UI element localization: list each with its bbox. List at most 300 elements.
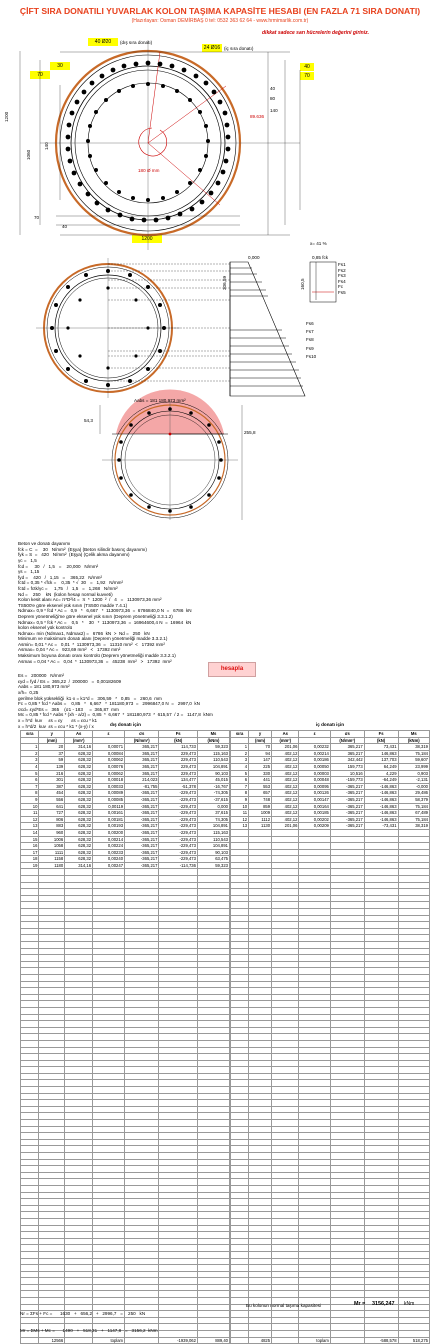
table-cell bbox=[197, 1100, 229, 1107]
table-cell bbox=[39, 1284, 65, 1291]
table-cell bbox=[364, 1047, 398, 1054]
table-cell bbox=[231, 1311, 249, 1318]
table-cell: 365,217 bbox=[125, 763, 159, 770]
table-cell bbox=[272, 869, 299, 876]
table-cell bbox=[272, 1146, 299, 1153]
table-row bbox=[21, 843, 230, 850]
table-cell: -74,305 bbox=[197, 790, 229, 797]
table-cell: -365,217 bbox=[330, 796, 364, 803]
table-cell bbox=[272, 1054, 299, 1061]
table-cell bbox=[65, 994, 93, 1001]
table-row bbox=[231, 1153, 430, 1160]
table-cell: (mm) bbox=[39, 737, 65, 744]
table-cell bbox=[231, 1225, 249, 1232]
table-cell bbox=[249, 1113, 272, 1120]
table-cell bbox=[125, 1153, 159, 1160]
table-cell bbox=[159, 1192, 198, 1199]
table-cell bbox=[398, 889, 429, 896]
table-cell bbox=[231, 1047, 249, 1054]
table-cell bbox=[398, 1172, 429, 1179]
table-cell bbox=[330, 1106, 364, 1113]
table-row bbox=[21, 1120, 230, 1127]
table-cell bbox=[65, 909, 93, 916]
table-cell bbox=[125, 1205, 159, 1212]
table-cell bbox=[231, 928, 249, 935]
table-cell: 553 bbox=[249, 783, 272, 790]
outer-bar-input[interactable]: 40 Ø20 bbox=[88, 38, 118, 46]
table-cell bbox=[398, 1205, 429, 1212]
table-cell bbox=[330, 902, 364, 909]
table-cell bbox=[299, 836, 330, 843]
table-cell bbox=[21, 1146, 39, 1153]
table-cell bbox=[272, 829, 299, 836]
table-cell bbox=[249, 1331, 272, 1338]
table-cell: 314,16 bbox=[65, 744, 93, 751]
table-cell bbox=[330, 1014, 364, 1021]
table-cell bbox=[398, 1238, 429, 1245]
table-cell bbox=[93, 942, 125, 949]
table-cell bbox=[231, 1113, 249, 1120]
table-cell bbox=[197, 1232, 229, 1239]
table-cell bbox=[39, 1113, 65, 1120]
table-cell bbox=[21, 994, 39, 1001]
table-cell bbox=[272, 1172, 299, 1179]
table-cell bbox=[197, 1265, 229, 1272]
table-cell bbox=[231, 1001, 249, 1008]
table-cell: 628,32 bbox=[65, 856, 93, 863]
table-row bbox=[21, 750, 230, 757]
table-cell bbox=[299, 876, 330, 883]
table-cell bbox=[125, 1146, 159, 1153]
table-cell bbox=[39, 955, 65, 962]
table-cell bbox=[159, 1317, 198, 1324]
table-cell bbox=[398, 928, 429, 935]
table-cell bbox=[249, 994, 272, 1001]
table-cell bbox=[39, 1271, 65, 1278]
table-cell bbox=[398, 849, 429, 856]
table-cell bbox=[231, 1106, 249, 1113]
table-cell bbox=[159, 1324, 198, 1331]
table-cell bbox=[272, 968, 299, 975]
table-cell: 0,00048 bbox=[299, 777, 330, 784]
table-cell bbox=[159, 988, 198, 995]
table-cell bbox=[364, 1331, 398, 1338]
table-cell bbox=[398, 915, 429, 922]
table-cell bbox=[159, 1133, 198, 1140]
table-cell bbox=[159, 1054, 198, 1061]
table-cell bbox=[197, 1067, 229, 1074]
table-cell: 628,32 bbox=[65, 783, 93, 790]
inner-bar-input[interactable]: 24 Ø16 bbox=[203, 45, 221, 51]
table-row bbox=[231, 1001, 430, 1008]
table-cell bbox=[364, 988, 398, 995]
table-cell: 402,12 bbox=[272, 763, 299, 770]
table-cell: 37 bbox=[39, 750, 65, 757]
table-cell bbox=[364, 902, 398, 909]
cover-input-3[interactable]: 40 bbox=[300, 63, 314, 71]
table-cell: -146,863 bbox=[364, 796, 398, 803]
table-cell: Fs bbox=[364, 731, 398, 738]
table-cell bbox=[39, 988, 65, 995]
table-cell bbox=[125, 1126, 159, 1133]
table-cell bbox=[159, 1100, 198, 1107]
table-cell: 0,00161 bbox=[93, 810, 125, 817]
table-cell bbox=[159, 1298, 198, 1305]
table-cell bbox=[159, 1238, 198, 1245]
table-header-row bbox=[21, 731, 230, 738]
table-cell: 314,16 bbox=[65, 862, 93, 869]
table-cell bbox=[330, 836, 364, 843]
table-cell bbox=[65, 1034, 93, 1041]
table-cell: 628,32 bbox=[65, 763, 93, 770]
table-cell bbox=[125, 1185, 159, 1192]
table-cell bbox=[65, 1251, 93, 1258]
table-cell: -146,863 bbox=[364, 816, 398, 823]
table-cell bbox=[231, 1021, 249, 1028]
table-cell: 4825 bbox=[249, 1337, 272, 1344]
table-cell bbox=[364, 1159, 398, 1166]
table-row bbox=[21, 763, 230, 770]
table-cell bbox=[330, 909, 364, 916]
table-cell: 23,999 bbox=[398, 763, 429, 770]
table-cell bbox=[272, 1087, 299, 1094]
table-cell bbox=[21, 922, 39, 929]
table-cell: 5 bbox=[231, 770, 249, 777]
table-cell bbox=[272, 1311, 299, 1318]
page-subtitle: (Hazırlayan: Osman DEMİRBAŞ 0 tel: 0532 363 62 64 - www.hrmimarlik.com.tr) bbox=[131, 18, 309, 24]
table-cell bbox=[272, 849, 299, 856]
table-cell bbox=[65, 1218, 93, 1225]
dim-left-1: 1200 bbox=[4, 111, 9, 122]
table-cell bbox=[364, 1238, 398, 1245]
table-cell bbox=[21, 889, 39, 896]
table-cell bbox=[330, 1001, 364, 1008]
table-cell bbox=[231, 1284, 249, 1291]
table-cell: 628,32 bbox=[65, 796, 93, 803]
table-cell bbox=[330, 1258, 364, 1265]
table-cell bbox=[231, 915, 249, 922]
table-cell bbox=[65, 1054, 93, 1061]
table-cell bbox=[398, 895, 429, 902]
table-cell bbox=[299, 1212, 330, 1219]
table-cell: 657 bbox=[249, 790, 272, 797]
table-cell bbox=[197, 1271, 229, 1278]
table-cell bbox=[125, 1238, 159, 1245]
table-cell bbox=[299, 1258, 330, 1265]
table-cell bbox=[299, 862, 330, 869]
table-cell bbox=[125, 1225, 159, 1232]
table-cell bbox=[364, 1251, 398, 1258]
table-cell bbox=[197, 961, 229, 968]
table-cell bbox=[197, 1225, 229, 1232]
table-cell bbox=[330, 1172, 364, 1179]
dim-bottom-1: 70 bbox=[34, 215, 40, 220]
table-row bbox=[21, 1093, 230, 1100]
table-cell bbox=[197, 1245, 229, 1252]
table-cell: 402,12 bbox=[272, 816, 299, 823]
table-cell bbox=[364, 1271, 398, 1278]
table-cell bbox=[364, 1093, 398, 1100]
table-cell bbox=[65, 928, 93, 935]
table-cell: 5 bbox=[21, 770, 39, 777]
table-cell bbox=[21, 1199, 39, 1206]
table-cell bbox=[249, 1185, 272, 1192]
table-cell bbox=[231, 1317, 249, 1324]
table-cell bbox=[21, 948, 39, 955]
table-cell bbox=[249, 1172, 272, 1179]
table-header-row bbox=[231, 731, 430, 738]
outer-table-title: dış donatı için bbox=[110, 722, 141, 727]
table-cell bbox=[364, 935, 398, 942]
table-cell bbox=[93, 1047, 125, 1054]
table-cell bbox=[299, 1159, 330, 1166]
table-cell bbox=[364, 1139, 398, 1146]
table-cell: 110,543 bbox=[197, 757, 229, 764]
table-cell bbox=[330, 1093, 364, 1100]
table-cell bbox=[231, 961, 249, 968]
table-cell: 0,00089 bbox=[93, 790, 125, 797]
table-row bbox=[21, 1113, 230, 1120]
calculate-button[interactable]: hesapla bbox=[208, 662, 256, 677]
aabs-label: Aabs = 181 180,973 mm² bbox=[134, 398, 186, 403]
table-cell bbox=[249, 1027, 272, 1034]
table-cell bbox=[330, 981, 364, 988]
table-cell bbox=[39, 1007, 65, 1014]
table-cell bbox=[65, 1258, 93, 1265]
table-cell bbox=[197, 1324, 229, 1331]
table-cell: 59,607 bbox=[398, 757, 429, 764]
table-cell bbox=[272, 1331, 299, 1338]
table-cell: -365,217 bbox=[125, 862, 159, 869]
table-cell bbox=[299, 1232, 330, 1239]
table-cell bbox=[231, 1153, 249, 1160]
table-cell bbox=[272, 1245, 299, 1252]
table-cell: 0,00186 bbox=[299, 757, 330, 764]
table-cell bbox=[330, 928, 364, 935]
table-cell bbox=[93, 994, 125, 1001]
table-cell bbox=[65, 1067, 93, 1074]
table-cell bbox=[249, 1126, 272, 1133]
table-cell bbox=[330, 1007, 364, 1014]
table-row bbox=[21, 1073, 230, 1080]
table-cell bbox=[249, 988, 272, 995]
table-cell bbox=[398, 1284, 429, 1291]
table-cell: 10,516 bbox=[330, 770, 364, 777]
table-cell bbox=[93, 1179, 125, 1186]
table-cell bbox=[65, 1199, 93, 1206]
table-cell: 104,891 bbox=[197, 843, 229, 850]
table-cell bbox=[299, 1126, 330, 1133]
table-cell bbox=[93, 981, 125, 988]
table-cell bbox=[272, 1324, 299, 1331]
table-cell bbox=[197, 1159, 229, 1166]
table-row bbox=[231, 915, 430, 922]
table-cell bbox=[299, 843, 330, 850]
table-cell bbox=[159, 1212, 198, 1219]
table-cell bbox=[125, 1218, 159, 1225]
table-cell bbox=[93, 1100, 125, 1107]
table-cell bbox=[125, 1133, 159, 1140]
table-cell bbox=[125, 909, 159, 916]
table-cell: 216 bbox=[39, 770, 65, 777]
table-cell: 104,891 bbox=[197, 823, 229, 830]
table-cell bbox=[93, 1113, 125, 1120]
table-cell bbox=[159, 1080, 198, 1087]
table-cell bbox=[125, 988, 159, 995]
table-cell bbox=[398, 1317, 429, 1324]
table-cell bbox=[125, 1245, 159, 1252]
table-cell: -229,473 bbox=[159, 810, 198, 817]
table-cell bbox=[231, 955, 249, 962]
table-row bbox=[21, 816, 230, 823]
table-cell bbox=[398, 1126, 429, 1133]
table-cell: -365,217 bbox=[125, 856, 159, 863]
table-cell bbox=[197, 1133, 229, 1140]
table-row bbox=[231, 1212, 430, 1219]
table-cell: 67,489 bbox=[398, 810, 429, 817]
table-cell: 59,323 bbox=[197, 744, 229, 751]
table-cell bbox=[364, 1245, 398, 1252]
table-row bbox=[231, 1126, 430, 1133]
table-cell bbox=[39, 1166, 65, 1173]
input-note: dikkat sadece sarı hücrelerin değerini giriniz. bbox=[262, 30, 369, 36]
table-row bbox=[231, 849, 430, 856]
table-cell bbox=[21, 1027, 39, 1034]
table-cell bbox=[299, 1106, 330, 1113]
table-cell bbox=[330, 961, 364, 968]
table-cell bbox=[330, 1054, 364, 1061]
table-cell bbox=[65, 882, 93, 889]
table-cell bbox=[330, 1337, 364, 1344]
table-row bbox=[21, 823, 230, 830]
table-cell bbox=[159, 1265, 198, 1272]
table-cell bbox=[364, 1199, 398, 1206]
table-row bbox=[231, 1199, 430, 1206]
table-cell: 17 bbox=[21, 849, 39, 856]
table-cell bbox=[364, 862, 398, 869]
table-cell bbox=[398, 1100, 429, 1107]
table-cell bbox=[39, 1047, 65, 1054]
table-cell: 727 bbox=[39, 810, 65, 817]
table-cell bbox=[65, 1146, 93, 1153]
dim-right-2: 80 bbox=[270, 96, 276, 101]
table-row bbox=[231, 902, 430, 909]
table-cell bbox=[231, 1232, 249, 1239]
table-cell: 4 bbox=[231, 763, 249, 770]
table-cell: -365,217 bbox=[125, 803, 159, 810]
table-cell bbox=[93, 1251, 125, 1258]
table-cell bbox=[249, 1218, 272, 1225]
table-row bbox=[231, 1146, 430, 1153]
table-cell bbox=[330, 935, 364, 942]
table-cell: -146,863 bbox=[364, 790, 398, 797]
table-cell: 13 bbox=[231, 823, 249, 830]
table-cell: 137,703 bbox=[364, 757, 398, 764]
table-cell: 214,023 bbox=[125, 777, 159, 784]
table-cell: 402,12 bbox=[272, 757, 299, 764]
table-cell: Ms bbox=[398, 731, 429, 738]
table-cell bbox=[21, 902, 39, 909]
table-cell bbox=[398, 1054, 429, 1061]
table-cell bbox=[364, 1100, 398, 1107]
table-cell bbox=[125, 1265, 159, 1272]
table-cell bbox=[299, 1034, 330, 1041]
table-row bbox=[231, 1047, 430, 1054]
table-cell: 0,00181 bbox=[93, 816, 125, 823]
table-cell bbox=[330, 1179, 364, 1186]
outer-bar-note: (dış sıra donatı) bbox=[120, 40, 153, 45]
table-cell bbox=[197, 895, 229, 902]
table-cell bbox=[197, 1331, 229, 1338]
table-cell bbox=[299, 1120, 330, 1127]
table-cell bbox=[330, 948, 364, 955]
table-cell bbox=[272, 882, 299, 889]
table-cell bbox=[330, 1271, 364, 1278]
table-cell bbox=[231, 1185, 249, 1192]
table-cell bbox=[364, 1080, 398, 1087]
table-cell bbox=[272, 1014, 299, 1021]
table-cell bbox=[299, 1278, 330, 1285]
table-cell bbox=[299, 849, 330, 856]
table-cell bbox=[21, 1159, 39, 1166]
table-cell bbox=[364, 1001, 398, 1008]
table-cell bbox=[65, 895, 93, 902]
table-cell bbox=[272, 1159, 299, 1166]
cover-input-1[interactable]: 30 bbox=[50, 62, 70, 70]
table-cell bbox=[21, 1139, 39, 1146]
table-cell bbox=[398, 981, 429, 988]
table-cell bbox=[231, 862, 249, 869]
table-cell bbox=[21, 1278, 39, 1285]
table-cell: 0,00233 bbox=[93, 849, 125, 856]
table-cell bbox=[197, 1218, 229, 1225]
table-cell: 1180 bbox=[39, 862, 65, 869]
table-cell: 1058 bbox=[39, 843, 65, 850]
table-cell bbox=[21, 1073, 39, 1080]
table-cell: sıra bbox=[231, 731, 249, 738]
table-cell bbox=[272, 1047, 299, 1054]
table-cell bbox=[364, 981, 398, 988]
table-cell: 229,473 bbox=[159, 770, 198, 777]
diameter-input[interactable]: 1200 bbox=[132, 235, 162, 243]
table-cell bbox=[364, 1166, 398, 1173]
table-cell bbox=[197, 1284, 229, 1291]
table-cell bbox=[197, 1014, 229, 1021]
table-cell bbox=[398, 909, 429, 916]
table-cell bbox=[299, 1218, 330, 1225]
table-cell bbox=[398, 922, 429, 929]
table-row bbox=[21, 889, 230, 896]
table-cell bbox=[398, 1185, 429, 1192]
table-cell: 0,00085 bbox=[93, 796, 125, 803]
table-row bbox=[21, 1218, 230, 1225]
table-cell bbox=[39, 1265, 65, 1272]
table-cell bbox=[330, 968, 364, 975]
table-cell bbox=[197, 1317, 229, 1324]
table-cell bbox=[39, 1133, 65, 1140]
table-cell bbox=[330, 955, 364, 962]
table-row bbox=[21, 928, 230, 935]
table-cell bbox=[197, 955, 229, 962]
cover-input-4[interactable]: 70 bbox=[300, 72, 314, 80]
table-row bbox=[21, 770, 230, 777]
table-row bbox=[231, 744, 430, 751]
cover-input-2[interactable]: 70 bbox=[30, 71, 50, 79]
column-section-drawing bbox=[20, 40, 300, 250]
table-row bbox=[21, 1212, 230, 1219]
neutral-axis-ratio: x= 41 % bbox=[310, 241, 327, 246]
table-cell bbox=[159, 902, 198, 909]
